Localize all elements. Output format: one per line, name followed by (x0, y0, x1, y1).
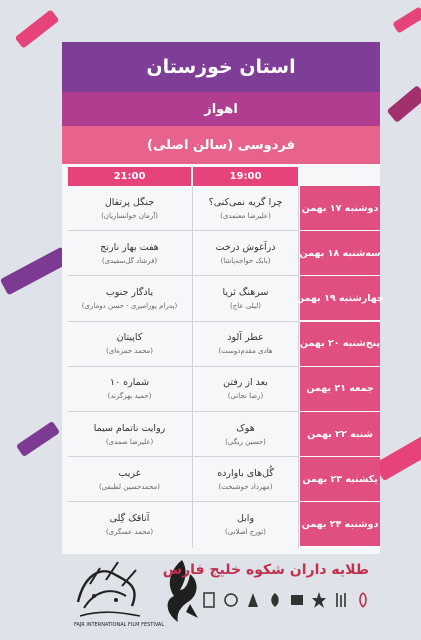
day-label: شنبه ۲۲ بهمن (300, 412, 380, 456)
film-title: بعد از رفتن (223, 377, 268, 389)
day-label: چهارشنبه ۱۹ بهمن (300, 276, 380, 320)
film-title: سرهنگ ثریا (222, 286, 269, 298)
film-director: (بابک خواجه‌پاشا) (220, 256, 271, 265)
schedule-row (62, 322, 380, 366)
film-director: (رضا نجاتی) (227, 392, 264, 401)
film-strip-decoration (16, 421, 60, 457)
film-strip-decoration (0, 247, 70, 296)
film-director: (علیرضا صمدی) (105, 437, 154, 446)
film-slot-21 (68, 186, 191, 230)
film-director: (محمد حمزه‌ای) (106, 347, 154, 356)
footer (20, 554, 421, 640)
film-director: (محمد عسگری) (105, 527, 154, 536)
film-title: کاپیتان (116, 332, 143, 344)
film-title: جنگل پرتقال (104, 196, 155, 208)
film-slot-19 (193, 276, 298, 320)
film-strip-decoration (15, 9, 60, 48)
film-slot-21 (68, 322, 191, 366)
film-director: (لیلی عاج) (230, 301, 261, 310)
film-strip-decoration (387, 85, 421, 123)
sponsor-logos (201, 590, 371, 610)
film-title: آناقک گِلی (109, 512, 150, 524)
schedule-row (62, 412, 380, 456)
sponsor-logo (355, 590, 371, 610)
day-label: پنج‌شنبه ۲۰ بهمن (300, 322, 380, 366)
film-director: (فرشاد گل‌سفیدی) (101, 256, 158, 265)
film-title: شماره ۱۰ (109, 377, 150, 389)
film-slot-19 (193, 502, 298, 546)
film-slot-21 (68, 457, 191, 501)
film-director: (محمدحسین لطیفی) (98, 482, 161, 491)
sponsor-logo (311, 590, 327, 610)
film-director: (مهرداد خوشبخت) (218, 482, 273, 491)
city-label: اهواز (62, 92, 380, 126)
film-slot-19 (193, 367, 298, 411)
film-title: عطر آلود (227, 332, 264, 344)
schedule-row (62, 231, 380, 275)
schedule-row (62, 502, 380, 546)
film-title: روایت ناتمام سیما (93, 422, 166, 434)
film-director: (پدرام پورامیری - حسن دوماری) (81, 301, 178, 310)
film-slot-21 (68, 412, 191, 456)
day-label: دوشنبه ۲۴ بهمن (300, 502, 380, 546)
film-director: (حسین ریگی) (225, 437, 266, 446)
schedule-row (62, 276, 384, 320)
film-slot-21 (68, 367, 191, 411)
film-title: درآغوش درخت (215, 241, 276, 253)
day-label: دوشنبه ۱۷ بهمن (300, 186, 380, 230)
film-director: (علیرضا معتمدی) (220, 211, 271, 220)
sponsor-logo (289, 590, 305, 610)
film-title: گُل‌های باوارده (217, 467, 274, 479)
sponsor-text: طلایه داران شکوه خلیج فارس (162, 562, 369, 578)
film-director: هادی مقدم‌دوست) (218, 347, 273, 356)
time-header-19: 19:00 (193, 167, 298, 186)
festival-calligraphy-logo (70, 556, 165, 630)
festival-caption: FAJR INTERNATIONAL FILM FESTIVAL (74, 622, 165, 628)
schedule-table (62, 164, 384, 554)
film-director: (تورج اصلانی) (225, 527, 266, 536)
schedule-row (62, 367, 380, 411)
day-label: سه‌شنبه ۱۸ بهمن (300, 231, 380, 275)
film-title: چرا گریه نمی‌کنی؟ (208, 196, 283, 208)
film-strip-decoration (374, 435, 421, 481)
film-director: (حمید بهرگزند) (107, 392, 152, 401)
film-director: (آرمان خوانساریان) (101, 211, 158, 220)
film-title: وابل (236, 512, 255, 524)
film-slot-21 (68, 231, 191, 275)
film-slot-19 (193, 412, 298, 456)
time-header-21: 21:00 (68, 167, 191, 186)
film-strip-decoration (392, 6, 421, 33)
day-label: یکشنبه ۲۳ بهمن (300, 457, 380, 501)
schedule-row (62, 186, 380, 230)
film-title: غریب (118, 467, 141, 479)
sponsor-logo (201, 590, 217, 610)
film-title: هفت بهار نارنج (100, 241, 159, 253)
film-title: هوک (236, 422, 255, 434)
film-slot-19 (193, 457, 298, 501)
day-label: جمعه ۲۱ بهمن (300, 367, 380, 411)
film-slot-19 (193, 322, 298, 366)
venue-label: فردوسی (سالن اصلی) (62, 126, 380, 164)
film-slot-19 (193, 231, 298, 275)
film-slot-19 (193, 186, 298, 230)
sponsor-logo (223, 590, 239, 610)
film-title: یادگار جنوب (105, 286, 154, 298)
film-slot-21 (68, 502, 191, 546)
sponsor-logo (245, 590, 261, 610)
schedule-row (62, 457, 380, 501)
province-title: استان خوزستان (62, 42, 380, 92)
sponsor-logo (267, 590, 283, 610)
film-slot-21 (68, 276, 191, 320)
sponsor-logo (333, 590, 349, 610)
